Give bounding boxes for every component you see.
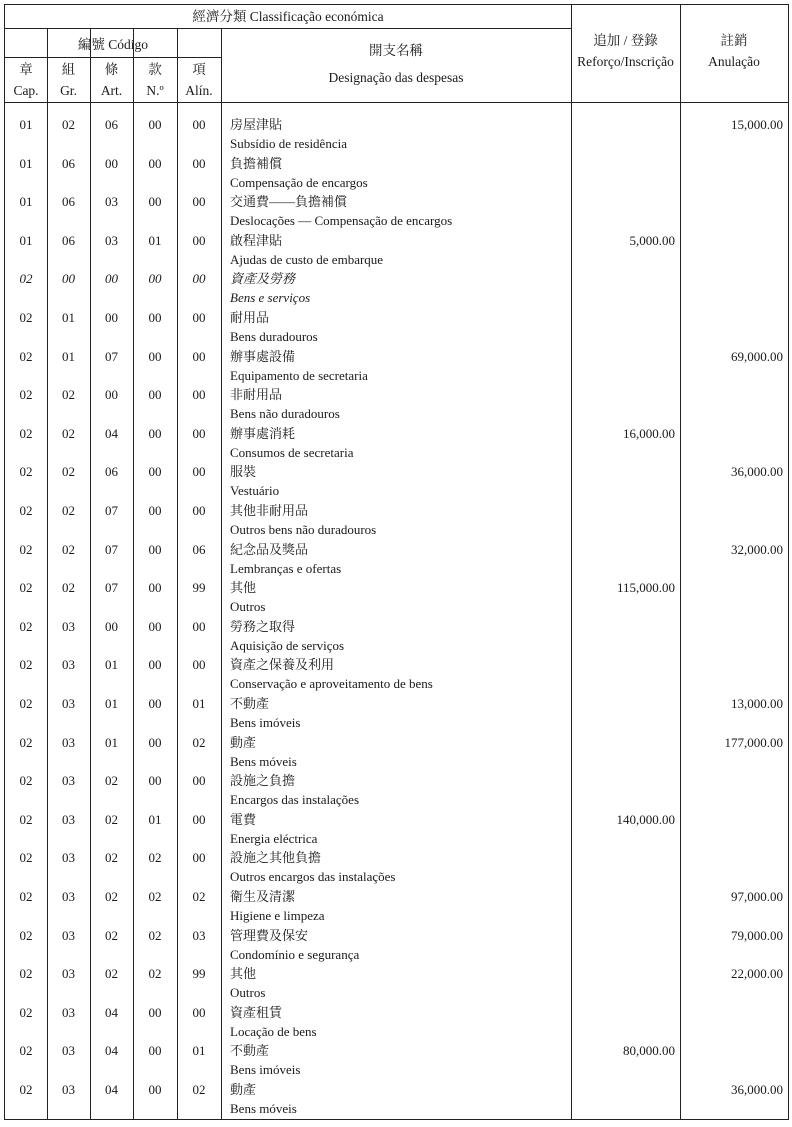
- code-art: 07: [105, 348, 118, 364]
- designation-pt: Energia eléctrica: [230, 830, 318, 846]
- code-art: 04: [105, 1004, 118, 1020]
- code-cap: 02: [19, 541, 33, 557]
- code-alin: 00: [192, 194, 206, 210]
- code-gr: 02: [62, 464, 75, 480]
- code-gr: 03: [62, 811, 75, 827]
- code-gr: 06: [62, 194, 75, 210]
- reinforce-amount: 16,000.00: [623, 425, 675, 441]
- code-art: 02: [105, 811, 118, 827]
- col-head-alin-pt: Alín.: [185, 83, 213, 98]
- annul-amount: 36,000.00: [731, 464, 783, 480]
- designation-zh: 其他: [230, 966, 257, 982]
- code-cap: 02: [19, 271, 33, 287]
- econ-class-heading: 經濟分類 Classificação económica: [192, 9, 384, 24]
- designation: [230, 385, 575, 423]
- designation: [230, 115, 575, 153]
- code-alin: 99: [192, 580, 206, 596]
- designation: [230, 192, 575, 230]
- col-head-art-zh: 條: [104, 62, 119, 77]
- col-head-art-pt: Art.: [100, 83, 123, 98]
- designation: [230, 154, 575, 192]
- code-gr: 06: [62, 232, 75, 248]
- code-no: 02: [148, 889, 162, 904]
- code-cap: 02: [19, 850, 33, 866]
- designation: [230, 848, 575, 886]
- designation: [230, 578, 575, 616]
- designation-zh: 資產之保養及利用: [230, 657, 335, 673]
- designation-zh: 其他: [230, 580, 257, 596]
- code-art: 00: [105, 155, 118, 171]
- table-row: [5, 692, 788, 730]
- designation: [230, 964, 575, 1002]
- code-gr: 02: [62, 387, 75, 403]
- designation: [230, 501, 575, 539]
- code-art: 01: [105, 696, 118, 711]
- code-art: 01: [105, 657, 118, 673]
- code-gr: 03: [62, 850, 75, 866]
- code-art: 02: [105, 966, 118, 982]
- code-art: 02: [105, 927, 118, 943]
- designation: [230, 462, 575, 500]
- designation-heading-pt: Designação das despesas: [328, 70, 464, 85]
- code-gr: 03: [62, 966, 75, 982]
- designation-zh: 房屋津貼: [230, 117, 283, 132]
- code-alin: 06: [192, 541, 206, 557]
- code-art: 03: [105, 232, 118, 248]
- code-no: 00: [148, 580, 162, 596]
- designation-pt: Outros bens não duradouros: [230, 522, 377, 537]
- code-cap: 02: [19, 966, 33, 982]
- designation-zh: 服裝: [230, 464, 257, 480]
- code-alin: 00: [192, 425, 206, 441]
- designation-pt: Equipamento de secretaria: [230, 367, 368, 383]
- designation-pt: Aquisição de serviços: [230, 637, 345, 653]
- table-row: [5, 306, 788, 344]
- designation-pt: Bens e serviços: [230, 290, 311, 306]
- code-cap: 01: [19, 155, 33, 171]
- designation: [230, 887, 575, 925]
- designation-pt: Condomínio e segurança: [230, 946, 360, 962]
- code-no: 00: [148, 117, 162, 132]
- code-alin: 00: [192, 618, 206, 634]
- code-art: 07: [105, 541, 118, 557]
- table-row: [5, 345, 788, 383]
- code-alin: 00: [192, 232, 206, 248]
- code-gr: 02: [62, 580, 75, 596]
- code-gr: 02: [62, 425, 75, 441]
- code-art: 07: [105, 503, 118, 518]
- col-head-gr-zh: 組: [61, 62, 76, 77]
- code-no: 00: [148, 464, 162, 480]
- code-cap: 02: [19, 927, 33, 943]
- table-row: [5, 460, 788, 498]
- designation-pt: Ajudas de custo de embarque: [230, 251, 384, 267]
- code-no: 00: [148, 348, 162, 364]
- designation: [230, 1080, 575, 1118]
- code-cap: 02: [19, 773, 33, 789]
- designation-pt: Locação de bens: [230, 1023, 317, 1039]
- col-head-no-zh: 款: [148, 62, 162, 77]
- designation: [230, 1041, 575, 1079]
- designation: [230, 617, 575, 655]
- table-row: [5, 846, 788, 884]
- annul-heading-pt: Anulação: [708, 54, 760, 69]
- annul-amount: 79,000.00: [731, 927, 783, 943]
- budget-table: [4, 4, 789, 1120]
- designation-pt: Outros: [230, 599, 266, 615]
- annul-amount: 97,000.00: [731, 889, 783, 904]
- code-gr: 01: [62, 348, 75, 364]
- code-no: 02: [148, 850, 162, 866]
- code-alin: 00: [192, 155, 206, 171]
- designation-zh: 衛生及清潔: [230, 889, 296, 904]
- code-art: 06: [105, 464, 118, 480]
- designation-zh: 非耐用品: [230, 387, 283, 403]
- code-gr: 03: [62, 1043, 75, 1059]
- designation-zh: 負擔補償: [230, 155, 283, 171]
- designation-pt: Bens não duradouros: [230, 406, 340, 422]
- code-alin: 02: [192, 734, 206, 750]
- code-no: 00: [148, 618, 162, 634]
- designation-zh: 辦事處設備: [230, 348, 296, 364]
- code-alin: 00: [192, 773, 206, 789]
- code-alin: 00: [192, 464, 206, 480]
- code-alin: 00: [192, 271, 206, 287]
- code-no: 00: [148, 194, 162, 210]
- code-cap: 01: [19, 232, 33, 248]
- code-alin: 00: [192, 117, 206, 132]
- code-art: 04: [105, 425, 118, 441]
- code-no: 00: [148, 541, 162, 557]
- designation-pt: Encargos das instalações: [230, 792, 359, 808]
- code-cap: 02: [19, 425, 33, 441]
- header-rule-code: [5, 57, 221, 58]
- annul-amount: 177,000.00: [724, 734, 783, 750]
- designation-pt: Bens duradouros: [230, 329, 318, 344]
- designation: [230, 1003, 575, 1041]
- table-row: [5, 808, 788, 846]
- designation-zh: 資產租賃: [230, 1004, 283, 1020]
- designation-zh: 不動產: [230, 696, 270, 711]
- code-cap: 02: [19, 811, 33, 827]
- code-no: 00: [148, 1004, 162, 1020]
- table-row: [5, 962, 788, 1000]
- designation-zh: 啟程津貼: [230, 232, 283, 248]
- designation-zh: 電費: [230, 811, 257, 827]
- code-cap: 01: [19, 194, 33, 210]
- code-cap: 02: [19, 387, 33, 403]
- designation: [230, 694, 575, 732]
- code-alin: 00: [192, 850, 206, 866]
- designation: [230, 655, 575, 693]
- designation-zh: 設施之其他負擔: [230, 850, 322, 866]
- code-no: 00: [148, 657, 162, 673]
- code-cap: 02: [19, 310, 33, 325]
- table-row: [5, 653, 788, 691]
- code-gr: 03: [62, 927, 75, 943]
- code-cap: 02: [19, 1082, 33, 1097]
- code-art: 02: [105, 773, 118, 789]
- code-alin: 00: [192, 503, 206, 518]
- designation: [230, 540, 575, 578]
- code-art: 06: [105, 117, 118, 132]
- code-art: 00: [105, 618, 118, 634]
- code-cap: 02: [19, 618, 33, 634]
- code-no: 00: [148, 503, 162, 518]
- designation: [230, 926, 575, 964]
- code-cap: 02: [19, 889, 33, 904]
- code-cap: 02: [19, 348, 33, 364]
- designation-pt: Outros: [230, 985, 266, 1001]
- code-art: 02: [105, 850, 118, 866]
- code-no: 01: [148, 232, 162, 248]
- designation-zh: 勞務之取得: [230, 618, 296, 634]
- code-no: 00: [148, 271, 162, 287]
- code-heading: 編號 Código: [77, 37, 149, 52]
- code-gr: 03: [62, 889, 75, 904]
- designation-zh: 動產: [230, 734, 257, 750]
- col-head-no-pt: N.º: [146, 83, 164, 98]
- col-head-alin-zh: 項: [192, 62, 206, 77]
- designation-pt: Bens imóveis: [230, 1062, 301, 1078]
- designation-zh: 設施之負擔: [230, 773, 296, 789]
- designation-pt: Lembranças e ofertas: [230, 560, 342, 576]
- code-no: 00: [148, 1043, 162, 1059]
- col-head-cap-pt: Cap.: [13, 83, 39, 98]
- designation-zh: 紀念品及獎品: [230, 541, 309, 557]
- designation-pt: Compensação de encargos: [230, 174, 368, 190]
- designation-heading-zh: 開支名稱: [369, 43, 423, 58]
- designation: [230, 424, 575, 462]
- annul-heading-zh: 註銷: [720, 33, 748, 48]
- code-alin: 00: [192, 811, 206, 827]
- reinforce-heading-pt: Reforço/Inscrição: [577, 54, 674, 69]
- designation-pt: Bens imóveis: [230, 715, 301, 730]
- code-no: 00: [148, 1082, 162, 1097]
- code-alin: 00: [192, 657, 206, 673]
- annul-amount: 36,000.00: [731, 1082, 783, 1097]
- table-row: [5, 924, 788, 962]
- code-cap: 02: [19, 503, 33, 518]
- designation-zh: 不動產: [230, 1043, 270, 1059]
- code-cap: 01: [19, 117, 33, 132]
- code-gr: 02: [62, 541, 75, 557]
- table-row: [5, 1078, 788, 1116]
- designation: [230, 269, 575, 307]
- table-row: [5, 499, 788, 537]
- table-row: [5, 229, 788, 267]
- code-gr: 06: [62, 155, 75, 171]
- code-alin: 01: [192, 1043, 206, 1059]
- reinforce-heading-zh: 追加 / 登錄: [593, 33, 658, 48]
- table-row: [5, 113, 788, 151]
- code-cap: 02: [19, 657, 33, 673]
- code-cap: 02: [19, 1043, 33, 1059]
- code-alin: 01: [192, 696, 206, 711]
- designation-zh: 其他非耐用品: [230, 503, 309, 518]
- code-no: 02: [148, 927, 162, 943]
- table-row: [5, 267, 788, 305]
- designation-zh: 交通費——負擔補償: [230, 194, 348, 210]
- annul-amount: 32,000.00: [731, 541, 783, 557]
- code-alin: 00: [192, 1004, 206, 1020]
- code-cap: 02: [19, 734, 33, 750]
- table-row: [5, 1001, 788, 1039]
- designation-pt: Outros encargos das instalações: [230, 869, 396, 885]
- code-art: 00: [105, 310, 118, 325]
- code-art: 01: [105, 734, 118, 750]
- table-row: [5, 152, 788, 190]
- code-alin: 00: [192, 310, 206, 325]
- code-cap: 02: [19, 696, 33, 711]
- code-no: 00: [148, 425, 162, 441]
- code-no: 00: [148, 310, 162, 325]
- code-gr: 00: [62, 271, 75, 287]
- code-no: 00: [148, 696, 162, 711]
- code-gr: 03: [62, 1004, 75, 1020]
- annul-amount: 15,000.00: [731, 117, 783, 132]
- code-alin: 02: [192, 889, 206, 904]
- code-gr: 02: [62, 503, 75, 518]
- designation-zh: 辦事處消耗: [230, 425, 296, 441]
- annul-amount: 13,000.00: [731, 696, 783, 711]
- designation: [230, 231, 575, 269]
- designation: [230, 810, 575, 848]
- code-alin: 02: [192, 1082, 206, 1097]
- code-no: 00: [148, 734, 162, 750]
- code-gr: 03: [62, 696, 75, 711]
- code-alin: 00: [192, 348, 206, 364]
- designation-zh: 資產及勞務: [230, 271, 296, 287]
- code-no: 00: [148, 155, 162, 171]
- code-art: 02: [105, 889, 118, 904]
- annul-amount: 69,000.00: [731, 348, 783, 364]
- table-row: [5, 383, 788, 421]
- designation: [230, 771, 575, 809]
- code-alin: 99: [192, 966, 206, 982]
- designation-pt: Higiene e limpeza: [230, 908, 325, 923]
- designation-zh: 耐用品: [230, 310, 270, 325]
- code-no: 00: [148, 773, 162, 789]
- code-art: 04: [105, 1043, 118, 1059]
- col-head-cap-zh: 章: [19, 62, 33, 77]
- table-row: [5, 615, 788, 653]
- reinforce-amount: 80,000.00: [623, 1043, 675, 1059]
- annul-amount: 22,000.00: [731, 966, 783, 982]
- designation: [230, 308, 575, 346]
- code-art: 00: [105, 387, 118, 403]
- reinforce-amount: 115,000.00: [616, 580, 675, 596]
- designation: [230, 733, 575, 771]
- code-cap: 02: [19, 464, 33, 480]
- reinforce-amount: 5,000.00: [629, 232, 675, 248]
- code-no: 02: [148, 966, 162, 982]
- header-rule-bottom: [5, 102, 788, 103]
- code-gr: 03: [62, 734, 75, 750]
- designation-pt: Bens móveis: [230, 753, 297, 769]
- reinforce-amount: 140,000.00: [616, 811, 675, 827]
- table-row: [5, 885, 788, 923]
- code-cap: 02: [19, 580, 33, 596]
- table-row: [5, 1039, 788, 1077]
- table-row: [5, 576, 788, 614]
- code-gr: 03: [62, 618, 75, 634]
- code-gr: 02: [62, 117, 75, 132]
- designation-pt: Subsídio de residência: [230, 136, 347, 151]
- designation-pt: Conservação e aproveitamento de bens: [230, 676, 433, 692]
- table-row: [5, 769, 788, 807]
- code-art: 00: [105, 271, 118, 287]
- designation: [230, 347, 575, 385]
- code-cap: 02: [19, 1004, 33, 1020]
- code-no: 00: [148, 387, 162, 403]
- designation-pt: Deslocações — Compensação de encargos: [230, 213, 453, 229]
- header-rule-top: [5, 28, 571, 29]
- code-gr: 03: [62, 773, 75, 789]
- designation-pt: Consumos de secretaria: [230, 444, 354, 460]
- table-row: [5, 190, 788, 228]
- designation-zh: 動產: [230, 1082, 257, 1097]
- code-art: 04: [105, 1082, 118, 1097]
- designation-pt: Vestuário: [230, 483, 280, 499]
- col-head-gr-pt: Gr.: [60, 83, 77, 98]
- table-row: [5, 538, 788, 576]
- table-row: [5, 422, 788, 460]
- code-alin: 00: [192, 387, 206, 403]
- designation-zh: 管理費及保安: [230, 927, 309, 943]
- code-gr: 03: [62, 1082, 75, 1097]
- code-gr: 03: [62, 657, 75, 673]
- code-art: 03: [105, 194, 118, 210]
- code-alin: 03: [192, 927, 206, 943]
- table-row: [5, 731, 788, 769]
- code-art: 07: [105, 580, 118, 596]
- designation-pt: Bens móveis: [230, 1101, 297, 1116]
- code-gr: 01: [62, 310, 75, 325]
- code-no: 01: [148, 811, 162, 827]
